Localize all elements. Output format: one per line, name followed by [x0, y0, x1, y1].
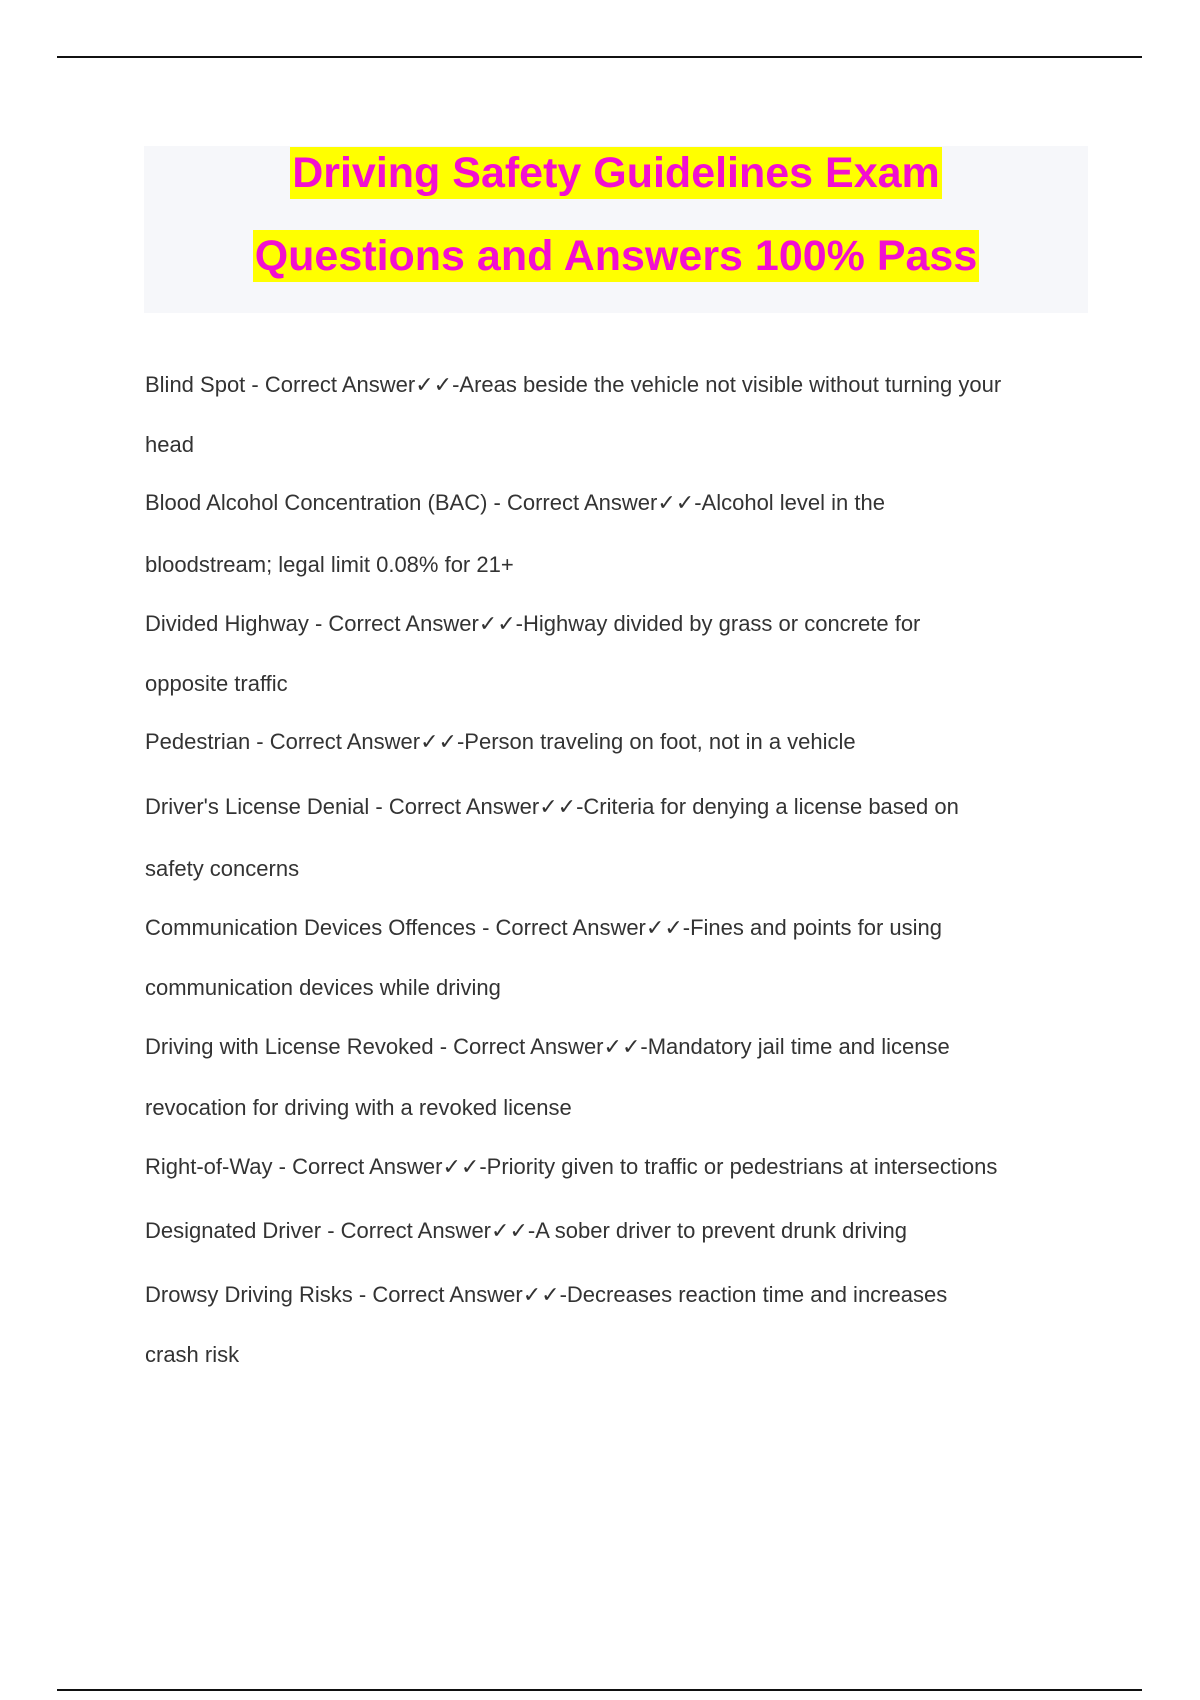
item-2-line-2: opposite traffic — [145, 671, 288, 696]
item-7-line-1: Right-of-Way - Correct Answer✓✓-Priority given to traffic or pedestrians at intersections — [145, 1154, 998, 1179]
item-1-line-2: bloodstream; legal limit 0.08% for 21+ — [145, 552, 514, 577]
item-4-line-2: safety concerns — [145, 856, 300, 881]
item-3-line-1: Pedestrian - Correct Answer✓✓-Person traveling on foot, not in a vehicle — [145, 729, 856, 754]
title-text-1: Driving Safety Guidelines Exam — [292, 149, 940, 197]
title-block — [144, 146, 1088, 313]
item-1-line-1: Blood Alcohol Concentration (BAC) - Correct Answer✓✓-Alcohol level in the — [145, 490, 885, 515]
item-6-line-2: revocation for driving with a revoked license — [145, 1095, 572, 1120]
item-0-line-1: Blind Spot - Correct Answer✓✓-Areas beside the vehicle not visible without turning your — [145, 372, 1002, 397]
item-5-line-1: Communication Devices Offences - Correct Answer✓✓-Fines and points for using — [145, 915, 943, 940]
item-9-line-2: crash risk — [145, 1342, 240, 1367]
item-0-line-2: head — [145, 432, 194, 457]
bottom-rule — [57, 1689, 1142, 1691]
item-5-line-2: communication devices while driving — [145, 975, 501, 1000]
item-2-line-1: Divided Highway - Correct Answer✓✓-Highway divided by grass or concrete for — [145, 611, 921, 636]
title-line-2 — [144, 229, 1088, 283]
item-9-line-1: Drowsy Driving Risks - Correct Answer✓✓-Decreases reaction time and increases — [145, 1282, 948, 1307]
title-line-1 — [144, 146, 1088, 200]
item-6-line-1: Driving with License Revoked - Correct Answer✓✓-Mandatory jail time and license — [145, 1034, 950, 1059]
item-4-line-1: Driver's License Denial - Correct Answer✓✓-Criteria for denying a license based on — [145, 794, 959, 819]
top-rule — [57, 56, 1142, 58]
title-text-2: Questions and Answers 100% Pass — [254, 232, 978, 280]
item-8-line-1: Designated Driver - Correct Answer✓✓-A sober driver to prevent drunk driving — [145, 1218, 907, 1243]
